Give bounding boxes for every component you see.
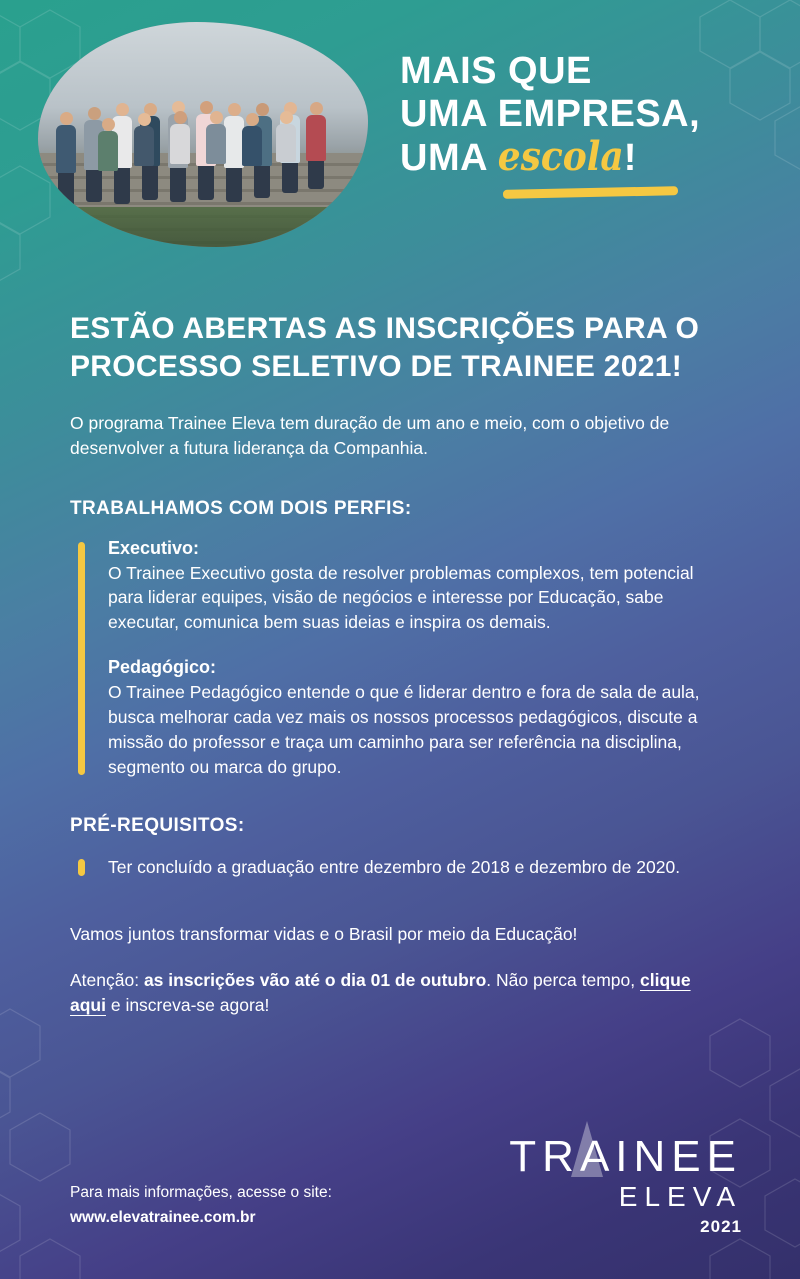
profile-item <box>108 538 730 636</box>
headline-line-2: UMA EMPRESA, <box>400 92 701 135</box>
profile-text: O Trainee Pedagógico entende o que é liderar dentro e fora de sala de aula, busca melhorar cada vez mais os nossos processos pedagógicos, discute a missão do professor e traça um caminho para ser referência na disciplina, segmento ou marca do grupo. <box>108 682 700 777</box>
logo-word-text: TRAINEE <box>509 1132 742 1181</box>
site-url[interactable]: www.elevatrainee.com.br <box>70 1209 256 1227</box>
closing-line-2 <box>70 968 730 1019</box>
profiles-heading: TRABALHAMOS COM DOIS PERFIS: <box>70 497 412 519</box>
headline-script-word: escola <box>497 133 624 181</box>
logo-year: 2021 <box>700 1217 742 1236</box>
team-photo <box>38 22 368 247</box>
poster-footer <box>0 1079 800 1279</box>
profile-text: O Trainee Executivo gosta de resolver problemas complexos, tem potencial para liderar equipes, visão de negócios e interesse por Educação, sabe executar, comunica bem suas ideias e inspira os demais. <box>108 562 694 633</box>
profile-item <box>108 657 730 779</box>
headline-line-3-prefix: UMA <box>400 137 498 180</box>
headline-exclamation: ! <box>623 137 637 180</box>
profile-name: Executivo: <box>108 537 200 558</box>
deadline-text: as inscrições vão até o dia 01 de outubro <box>143 969 487 990</box>
headline-line-1: MAIS QUE <box>400 50 592 92</box>
signup-link[interactable]: clique aqui <box>70 969 691 1016</box>
program-description: O programa Trainee Eleva tem duração de um ano e meio, com o objetivo de desenvolver a futura liderança da Companhia. <box>70 412 670 459</box>
profiles-block <box>70 538 730 780</box>
closing-section <box>70 922 730 1018</box>
logo-subtext: ELEVA <box>618 1181 742 1212</box>
poster-header <box>0 0 800 270</box>
main-title: ESTÃO ABERTAS AS INSCRIÇÕES PARA O PROCESSO SELETIVO DE TRAINEE 2021! <box>70 312 700 384</box>
poster-content <box>0 310 800 1018</box>
requirements-heading: PRÉ-REQUISITOS: <box>70 815 245 837</box>
site-info <box>70 1181 332 1231</box>
requirement-text: Ter concluído a graduação entre dezembro de 2018 e dezembro de 2020. <box>108 857 681 878</box>
closing-line-1: Vamos juntos transformar vidas e o Brasil por meio da Educação! <box>70 924 578 945</box>
logo-word <box>509 1132 742 1181</box>
headline-underline-accent <box>503 186 678 199</box>
logo-triangle-icon <box>571 1121 603 1177</box>
requirements-block <box>70 855 730 880</box>
page-title <box>400 50 780 180</box>
requirement-item <box>108 855 730 880</box>
site-label: Para mais informações, acesse o site: <box>70 1184 332 1202</box>
attention-prefix: Atenção: <box>70 969 144 990</box>
trainee-eleva-logo <box>509 1132 742 1237</box>
attention-mid: . Não perca tempo, <box>486 969 640 990</box>
profile-name: Pedagógico: <box>108 657 217 678</box>
attention-suffix: e inscreva-se agora! <box>105 995 270 1016</box>
